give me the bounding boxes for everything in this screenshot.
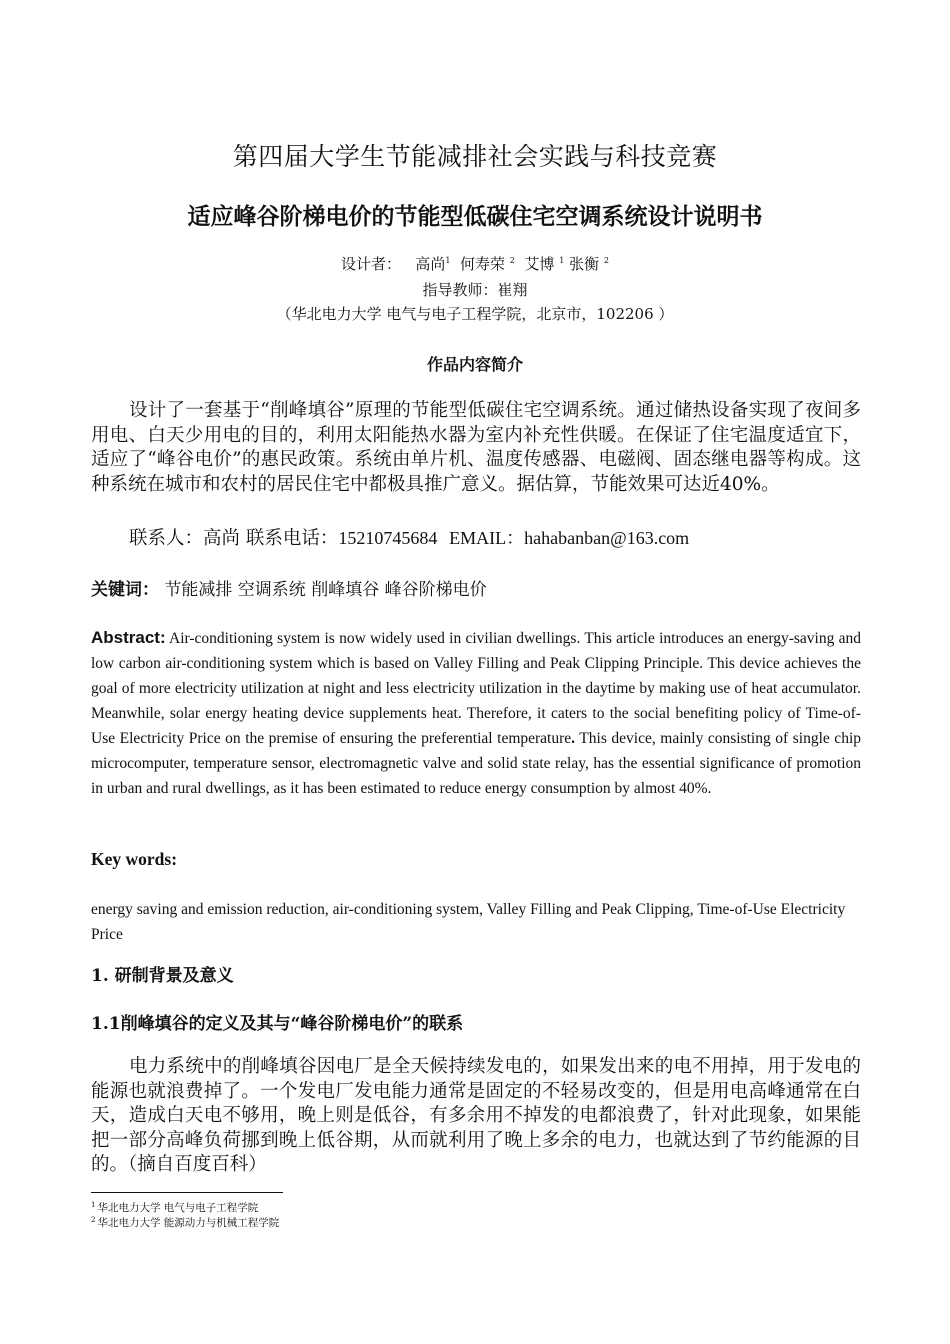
footnote-1 [91,1200,258,1215]
keywords-en-label: Key words: [91,849,178,869]
advisor-line: 指导教师：崔翔 [422,281,528,299]
section-1-heading: 1. 研制背景及意义 [91,966,234,986]
abstract-text-1: Air-conditioning system is now widely used in civilian dwellings. This article introduces an energy-saving and low carbon air-conditioning system which is based on Valley Filling and Peak Clipping Principle. This device achieves the goal of more electricity utilization at night and less electricity utilization in the daytime by making use of heat accumulator. Meanwhile, solar energy heating device supplements heat. Therefore, it caters to the social benefiting policy of Time-of-Use Electricity Price on the premise of ensuring the preferential temperature [91,630,861,747]
footnote-1-text: 华北电力大学 电气与电子工程学院 [97,1202,259,1214]
summary-paragraph: 设计了一套基于“削峰填谷”原理的节能型低碳住宅空调系统。通过储热设备实现了夜间多用电、白天少用电的目的，利用太阳能热水器为室内补充性供暖。在保证了住宅温度适宜下，适应了“峰谷电价”的惠民政策。系统由单片机、温度传感器、电磁阀、固态继电器等构成。这种系统在城市和农村的居民住宅中都极具推广意义。据估算，节能效果可达近40%。 [91,400,861,495]
keywords-zh [91,575,487,600]
section-1-1-heading: 1.1削峰填谷的定义及其与“峰谷阶梯电价”的联系 [91,1014,464,1034]
author-1-affil-mark: 1 [445,256,451,265]
author-4: 张衡 [569,255,600,273]
footnote-1-mark: 1 [91,1201,96,1209]
author-4-affil-mark: 2 [603,256,609,265]
keywords-zh-value: 节能减排 空调系统 削峰填谷 峰谷阶梯电价 [164,580,487,600]
authors-label: 设计者： [341,255,402,273]
affiliation-line: （华北电力大学 电气与电子工程学院，北京市，102206 ） [276,305,674,323]
keywords-zh-label: 关键词： [91,580,159,600]
abstract-period: . [571,730,576,747]
author-1: 高尚 [415,255,446,273]
background-paragraph: 电力系统中的削峰填谷因电厂是全天候持续发电的，如果发出来的电不用掉，用于发电的能源也就浪费掉了。一个发电厂发电能力通常是固定的不轻易改变的，但是用电高峰通常在白天，造成白天电不够用，晚上则是低谷，有多余用不掉发的电都浪费了，针对此现象，如果能把一部分高峰负荷挪到晚上低谷期，从而就利用了晚上多余的电力，也就达到了节约能源的目的。（摘自百度百科） [91,1056,861,1176]
abstract-text-2: This device, mainly consisting of single chip microcomputer, temperature sensor, electromagnetic valve and solid state relay, has the essential significance of promotion in urban and rural dwellings, as it has been estimated to reduce energy consumption by almost 40%. [91,730,861,797]
summary-heading: 作品内容简介 [426,355,523,374]
abstract [91,625,861,801]
author-3: 艾博 [524,255,555,273]
author-2: 何寿荣 [459,255,505,273]
abstract-label: Abstract: [91,628,166,647]
email-label: EMAIL： [449,528,525,548]
footnote-2-mark: 2 [91,1216,96,1224]
document-title: 适应峰谷阶梯电价的节能型低碳住宅空调系统设计说明书 [187,204,763,230]
contact-email: hahabanban@163.com [524,528,690,548]
author-2-affil-mark: 2 [509,256,515,265]
author-3-affil-mark: 1 [559,256,565,265]
footnote-divider [91,1192,283,1193]
contact-phone: 15210745684 [338,528,438,548]
competition-title: 第四届大学生节能减排社会实践与科技竞赛 [232,142,718,171]
keywords-en-value: energy saving and emission reduction, air-conditioning system, Valley Filling and Peak Clipping, Time-of-Use Electricity Price [91,901,846,943]
contact-line [91,524,861,550]
contact-label: 联系人：高尚 联系电话： [129,528,339,549]
authors-line [0,253,950,274]
footnote-2 [91,1215,279,1230]
footnote-2-text: 华北电力大学 能源动力与机械工程学院 [97,1217,280,1229]
